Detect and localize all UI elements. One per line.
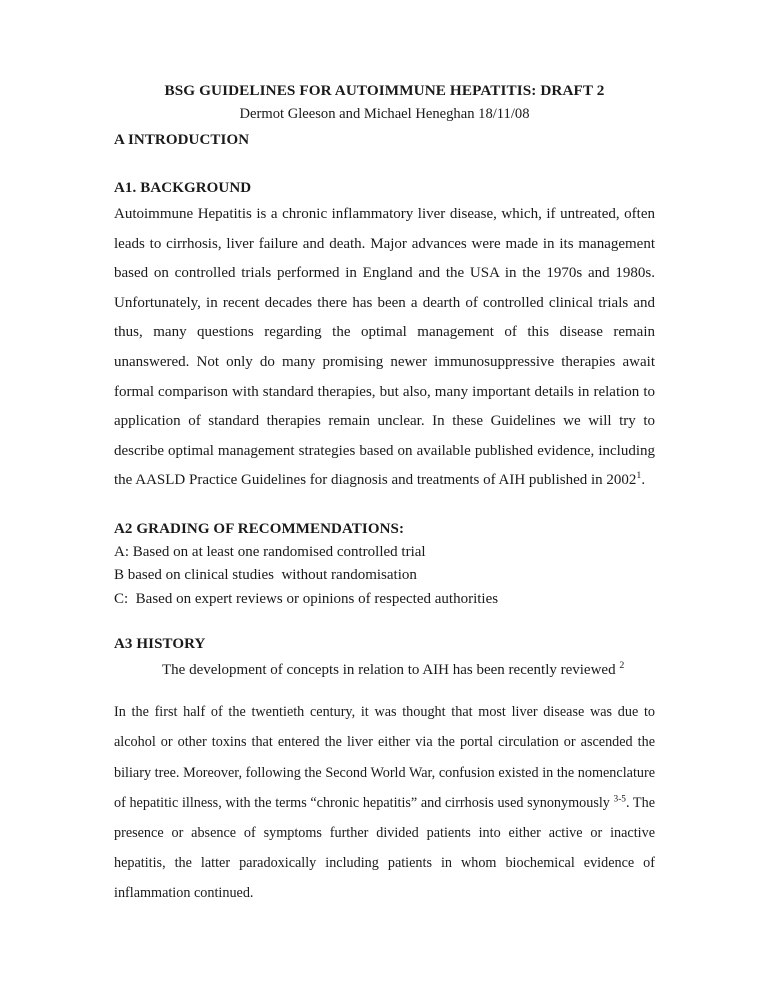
paragraph-a3-text-part1: In the first half of the twentieth century, it was thought that most liver disease was due to alcohol or other toxins that entered the liver either via the portal circulation or ascended the biliary tree. Moreover, following the Second World War, confusion existed in the nomenclature of hepatitic illness, with the terms “chronic hepatitis” and cirrhosis used synonymously — [114, 704, 655, 811]
spacer — [114, 685, 655, 697]
spacer — [114, 152, 655, 176]
grade-item-a: A: Based on at least one randomised controlled trial — [114, 543, 426, 560]
citation-marker-1: 1 — [636, 470, 642, 482]
document-authors-date: Dermot Gleeson and Michael Heneghan 18/11/08 — [239, 106, 530, 122]
grade-item-c: C: Based on expert reviews or opinions of respected authorities — [114, 590, 499, 607]
heading-a1-background: A1. BACKGROUND — [114, 180, 252, 196]
spacer — [114, 496, 655, 517]
document-content — [114, 80, 655, 909]
citation-marker-3-5: 3-5 — [613, 794, 626, 805]
heading-a-introduction: A INTRODUCTION — [114, 132, 250, 148]
paragraph-a3-history — [114, 697, 655, 908]
document-title: BSG GUIDELINES FOR AUTOIMMUNE HEPATITIS: DRAFT 2 — [164, 82, 605, 99]
paragraph-a1-terminator: . — [641, 472, 646, 489]
paragraph-a1-text: Autoimmune Hepatitis is a chronic inflammatory liver disease, which, if untreated, often leads to cirrhosis, liver failure and death. Major advances were made in its management based on controlled trials performed in England and the USA in the 1970s and 1980s. Unfortunately, in recent decades there has been a dearth of controlled clinical trials and thus, many questions regarding the optimal management of this disease remain unanswered. Not only do many promising newer immunosuppressive therapies await formal comparison with standard therapies, but also, many important details in relation to application of standard therapies remain unclear. In these Guidelines we will try to describe optimal management strategies based on available published evidence, including the AASLD Practice Guidelines for diagnosis and treatments of AIH published in 2002 — [114, 206, 655, 489]
paragraph-a3-lead — [114, 656, 655, 685]
heading-a3-history: A3 HISTORY — [114, 636, 206, 653]
paragraph-a1-background — [114, 200, 655, 496]
heading-a2-grading: A2 GRADING OF RECOMMENDATIONS: — [114, 520, 405, 537]
paragraph-a3-lead-text: The development of concepts in relation to AIH has been recently reviewed — [162, 662, 620, 679]
paragraph-a3-text-part2: . The presence or absence of symptoms further divided patients into either active or inactive hepatitis, the latter paradoxically including patients in whom biochemical evidence of inflammation continued. — [114, 794, 655, 902]
citation-marker-2: 2 — [619, 660, 625, 672]
grade-item-b: B based on clinical studies without randomisation — [114, 567, 417, 584]
spacer — [114, 611, 655, 632]
